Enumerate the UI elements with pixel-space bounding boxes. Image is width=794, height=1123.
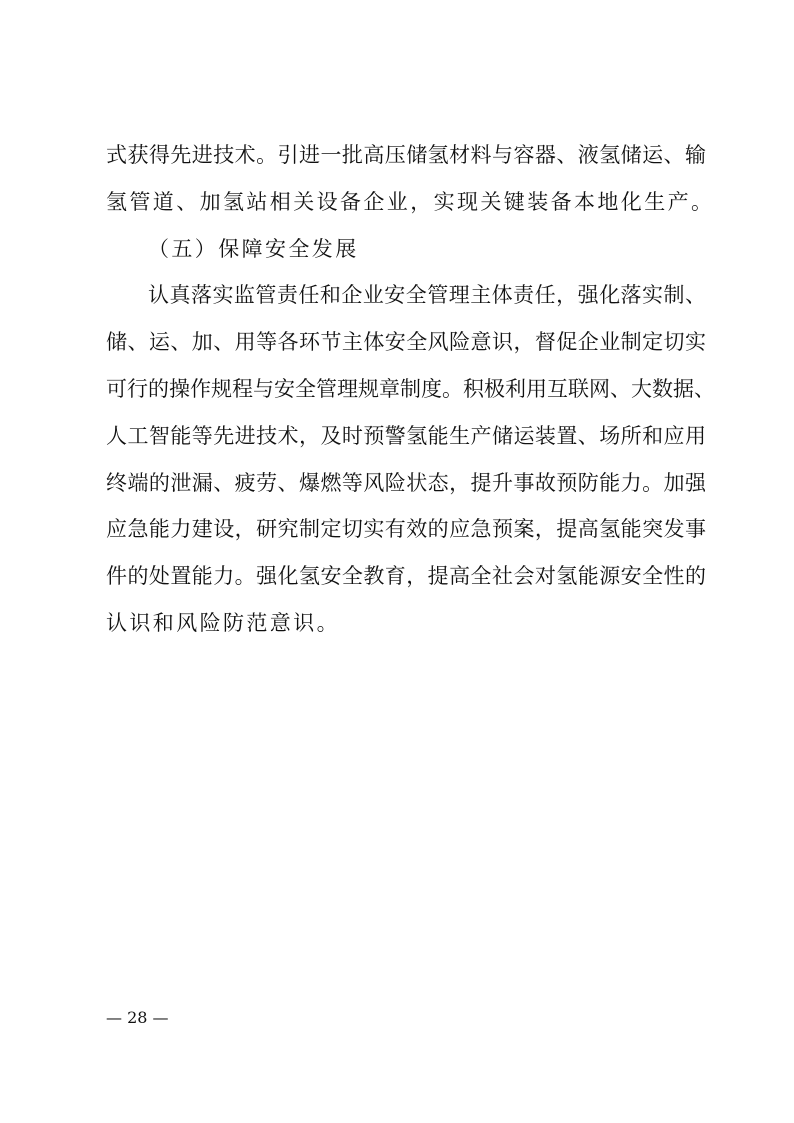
paragraph-line: 氢管道、加氢站相关设备企业，实现关键装备本地化生产。 [106,189,715,214]
paragraph-line: 人工智能等先进技术，及时预警氢能生产储运装置、场所和应用 [106,423,706,448]
paragraph-line: 终端的泄漏、疲劳、爆燃等风险状态，提升事故预防能力。加强 [106,470,706,495]
paragraph-line: 认真落实监管责任和企业安全管理主体责任，强化落实制、 [148,283,706,308]
body-text [106,132,715,647]
paragraph-line: 应急能力建设，研究制定切实有效的应急预案，提高氢能突发事 [106,517,706,542]
paragraph-line: 储、运、加、用等各环节主体安全风险意识，督促企业制定切实 [106,330,706,355]
paragraph-line: 件的处置能力。强化氢安全教育，提高全社会对氢能源安全性的 [106,564,706,589]
paragraph-line: 认识和风险防范意识。 [106,610,340,635]
section-heading: （五）保障安全发展 [148,236,359,261]
page-number: — 28 — [106,1008,169,1027]
paragraph-line: 式获得先进技术。引进一批高压储氢材料与容器、液氢储运、输 [106,143,706,167]
paragraph-line: 可行的操作规程与安全管理规章制度。积极利用互联网、大数据、 [106,376,715,401]
